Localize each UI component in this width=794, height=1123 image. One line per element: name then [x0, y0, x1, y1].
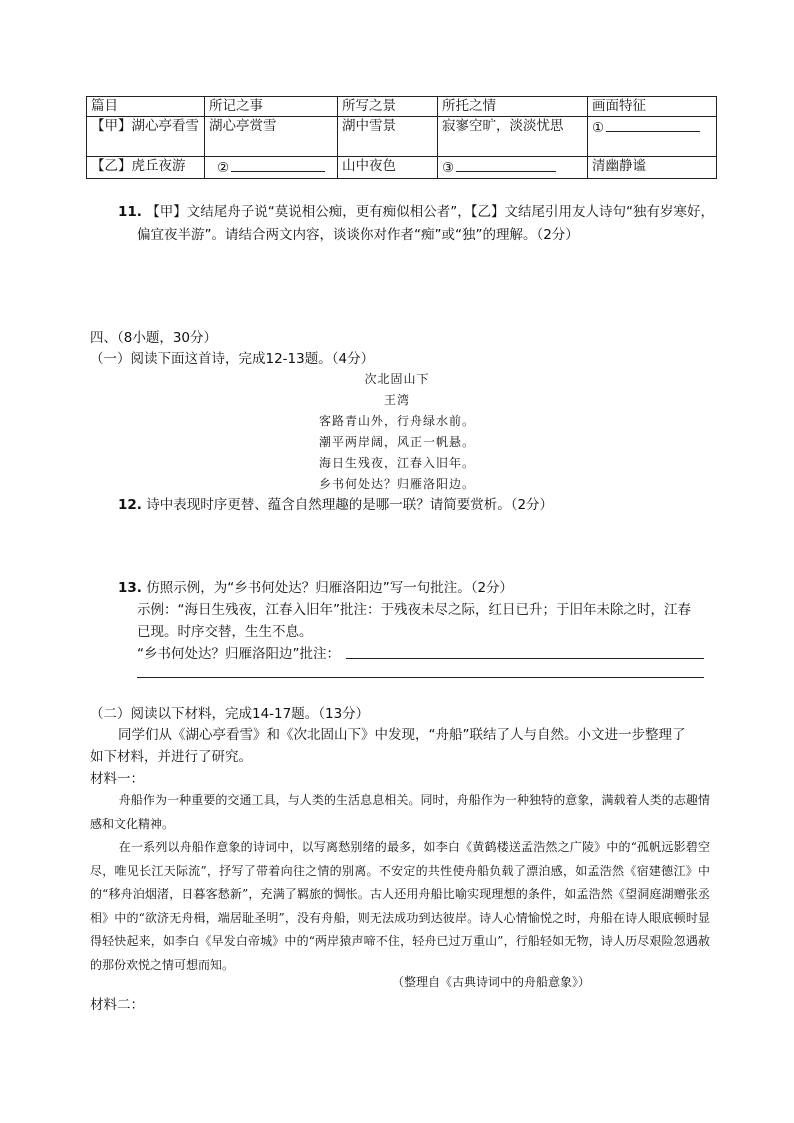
- table-cell: 【乙】虎丘夜游: [87, 157, 205, 179]
- comparison-table: [86, 96, 717, 179]
- blank-number: ①: [592, 120, 605, 136]
- table-row: [87, 117, 717, 157]
- table-blank-cell[interactable]: [205, 157, 338, 179]
- answer-line[interactable]: [346, 658, 704, 659]
- material-paragraph: 舟船作为一种重要的交通工具，与人类的生活息息相关。同时，舟船作为一种独特的意象，满载着人类的志趣情感和文化精神。: [90, 793, 710, 831]
- material-one-body: [90, 789, 710, 977]
- part-title: （一）阅读下面这首诗，完成12-13题。（4分）: [90, 351, 375, 367]
- blank-number: ③: [442, 160, 455, 176]
- poem-author: 王湾: [383, 393, 410, 407]
- table-cell: 湖中雪景: [338, 117, 438, 157]
- table-cell: 寂寥空旷，淡淡忧思: [438, 117, 588, 157]
- poem-line: 客路青山外，行舟绿水前。: [318, 414, 475, 428]
- answer-line[interactable]: [137, 677, 704, 678]
- example-text-cont: 已现。时序交替，生生不息。: [137, 624, 313, 640]
- table-header-cell: 所记之事: [205, 97, 338, 117]
- table-header-cell: 篇目: [87, 97, 205, 117]
- table-blank-cell[interactable]: [438, 157, 588, 179]
- example-text: 示例：“海日生残夜，江春入旧年”批注：于残夜未尽之际，红日已升；于旧年未除之时，江春: [137, 602, 691, 618]
- question-number: 12.: [118, 497, 142, 513]
- table-cell: 湖心亭赏雪: [205, 117, 338, 157]
- question-number: 13.: [118, 580, 142, 596]
- poem-line: 海日生残夜，江春入旧年。: [318, 456, 475, 470]
- poem-title: 次北固山下: [364, 372, 430, 386]
- question-text: 诗中表现时序更替、蕴含自然理趣的是哪一联？请简要赏析。（2分）: [146, 497, 554, 513]
- material-source: （整理自《古典诗词中的舟船意象》）: [392, 975, 591, 989]
- material-label: 材料一：: [90, 771, 144, 787]
- intro-text-cont: 如下材料，并进行了研究。: [90, 749, 252, 765]
- question-12: [118, 494, 718, 517]
- table-cell: 山中夜色: [338, 157, 438, 179]
- answer-blank[interactable]: [606, 117, 700, 132]
- answer-blank[interactable]: [456, 157, 556, 172]
- question-text: 仿照示例，为“乡书何处达？归雁洛阳边”写一句批注。（2分）: [146, 580, 514, 596]
- blank-number: ②: [217, 160, 230, 176]
- answer-blank[interactable]: [231, 157, 325, 172]
- question-11: [118, 201, 718, 224]
- question-13: [118, 577, 718, 600]
- question-text-cont: 偏宜夜半游”。请结合两文内容，谈谈你对作者“痴”或“独”的理解。（2分）: [137, 227, 579, 243]
- intro-text: 同学们从《湖心亭看雪》和《次北固山下》中发现，“舟船”联结了人与自然。小文进一步整理了: [118, 727, 686, 743]
- question-text: 【甲】文结尾舟子说“莫说相公痴，更有痴似相公者”，【乙】文结尾引用友人诗句“独有岁寒好，: [146, 204, 714, 220]
- section-title: 四、（8小题，30分）: [90, 330, 218, 346]
- table-header-cell: 所托之情: [438, 97, 588, 117]
- material-label: 材料二：: [90, 997, 144, 1013]
- part-title: （二）阅读以下材料，完成14-17题。（13分）: [90, 706, 370, 722]
- material-paragraph: 在一系列以舟船作意象的诗词中，以写离愁别绪的最多，如李白《黄鹤楼送孟浩然之广陵》中的“孤帆远影碧空尽，唯见长江天际流”，抒写了带着向往之情的别离。不安定的共性使舟船负载了漂泊感，如孟浩然《宿建德江》中的“移舟泊烟渚，日暮客愁新”，充满了羁旅的惆怅。古人还用舟船比喻实现理想的条件，如孟浩然《望洞庭湖赠张丞相》中的“欲济无舟楫，端居耻圣明”，没有舟船，则无法成功到达彼岸。诗人心情愉悦之时，舟船在诗人眼底顿时显得轻快起来，如李白《早发白帝城》中的“两岸猿声啼不住，轻舟已过万重山”，行船轻如无物，诗人历尽艰险忽遇赦的那份欢悦之情可想而知。: [90, 840, 710, 972]
- poem-line: 乡书何处达？归雁洛阳边。: [318, 477, 475, 491]
- table-header-cell: 画面特征: [588, 97, 717, 117]
- table-header-cell: 所写之景: [338, 97, 438, 117]
- table-cell: 【甲】湖心亭看雪: [87, 117, 205, 157]
- table-cell: 清幽静谧: [588, 157, 717, 179]
- table-header-row: [87, 97, 717, 117]
- poem-line: 潮平两岸阔，风正一帆悬。: [318, 435, 475, 449]
- annotation-prompt: “乡书何处达？归雁洛阳边”批注：: [137, 646, 340, 662]
- table-blank-cell[interactable]: [588, 117, 717, 157]
- question-number: 11.: [118, 204, 142, 220]
- table-row: [87, 157, 717, 179]
